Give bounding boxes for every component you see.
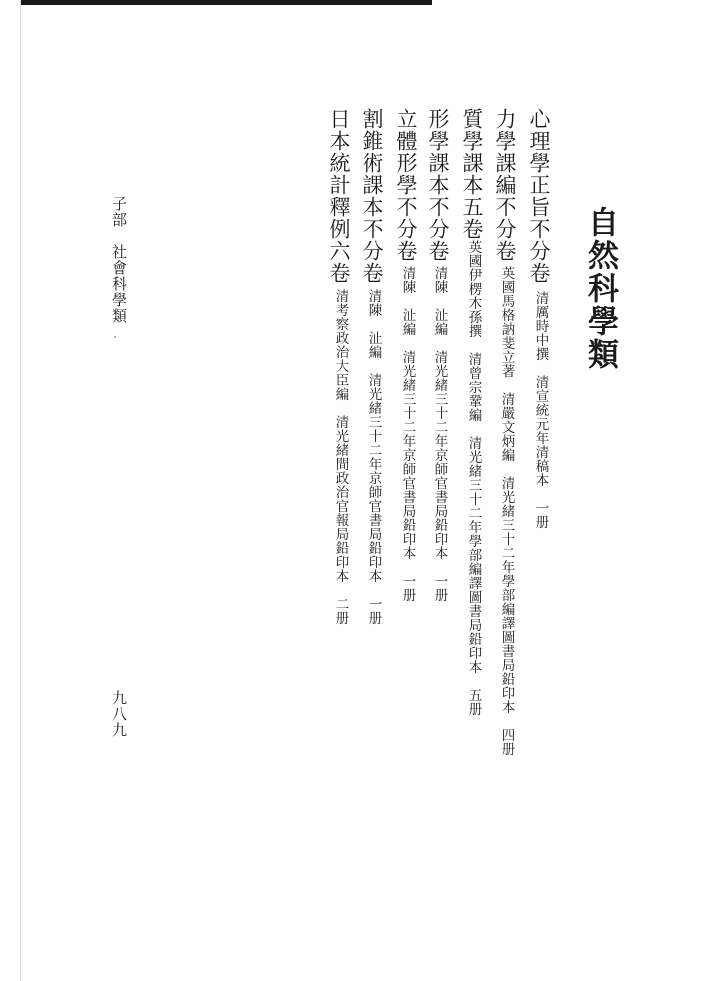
entry-detail-7: 清考察政治大臣編 清光緒間政治官報局鉛印本 二册 [332,289,349,625]
entry-detail-6: 清陳 沚編 清光緒三十二年京師官書局鉛印本 一册 [365,289,382,625]
page-number: 九八九 [110,690,128,738]
print-speck [114,336,116,338]
entry-title-1: 心理學正旨不分卷 [527,108,551,284]
category-title: 自然科學類 [582,206,618,371]
entry-detail-3: 英國伊楞木孫撰 清曾宗鞏編 清光緒三十二年學部編譯圖書局鉛印本 五册 [465,240,482,716]
entry-title-5: 立體形學不分卷 [394,108,418,262]
entry-detail-4: 清陳 沚編 清光緒三十二年京師官書局鉛印本 一册 [431,266,448,602]
top-border-rule [20,0,432,5]
entry-title-7: 日本統計釋例六卷 [327,108,351,284]
entry-title-2: 力學課編不分卷 [493,108,517,262]
entry-title-6: 割錐術課本不分卷 [360,108,384,284]
running-head: 子部 社會科學類 [110,196,128,324]
entry-detail-5: 清陳 沚編 清光緒三十二年京師官書局鉛印本 一册 [399,266,416,602]
page-left-edge [20,0,21,981]
entry-title-3: 質學課本五卷 [460,108,484,240]
entry-title-4: 形學課本不分卷 [426,108,450,262]
entry-detail-1: 清厲時中撰 清宣統元年清稿本 一册 [532,291,549,529]
entry-detail-2: 英國馬格訥斐立著 清嚴文炳編 清光緒三十二年學部編譯圖書局鉛印本 四册 [498,266,515,756]
